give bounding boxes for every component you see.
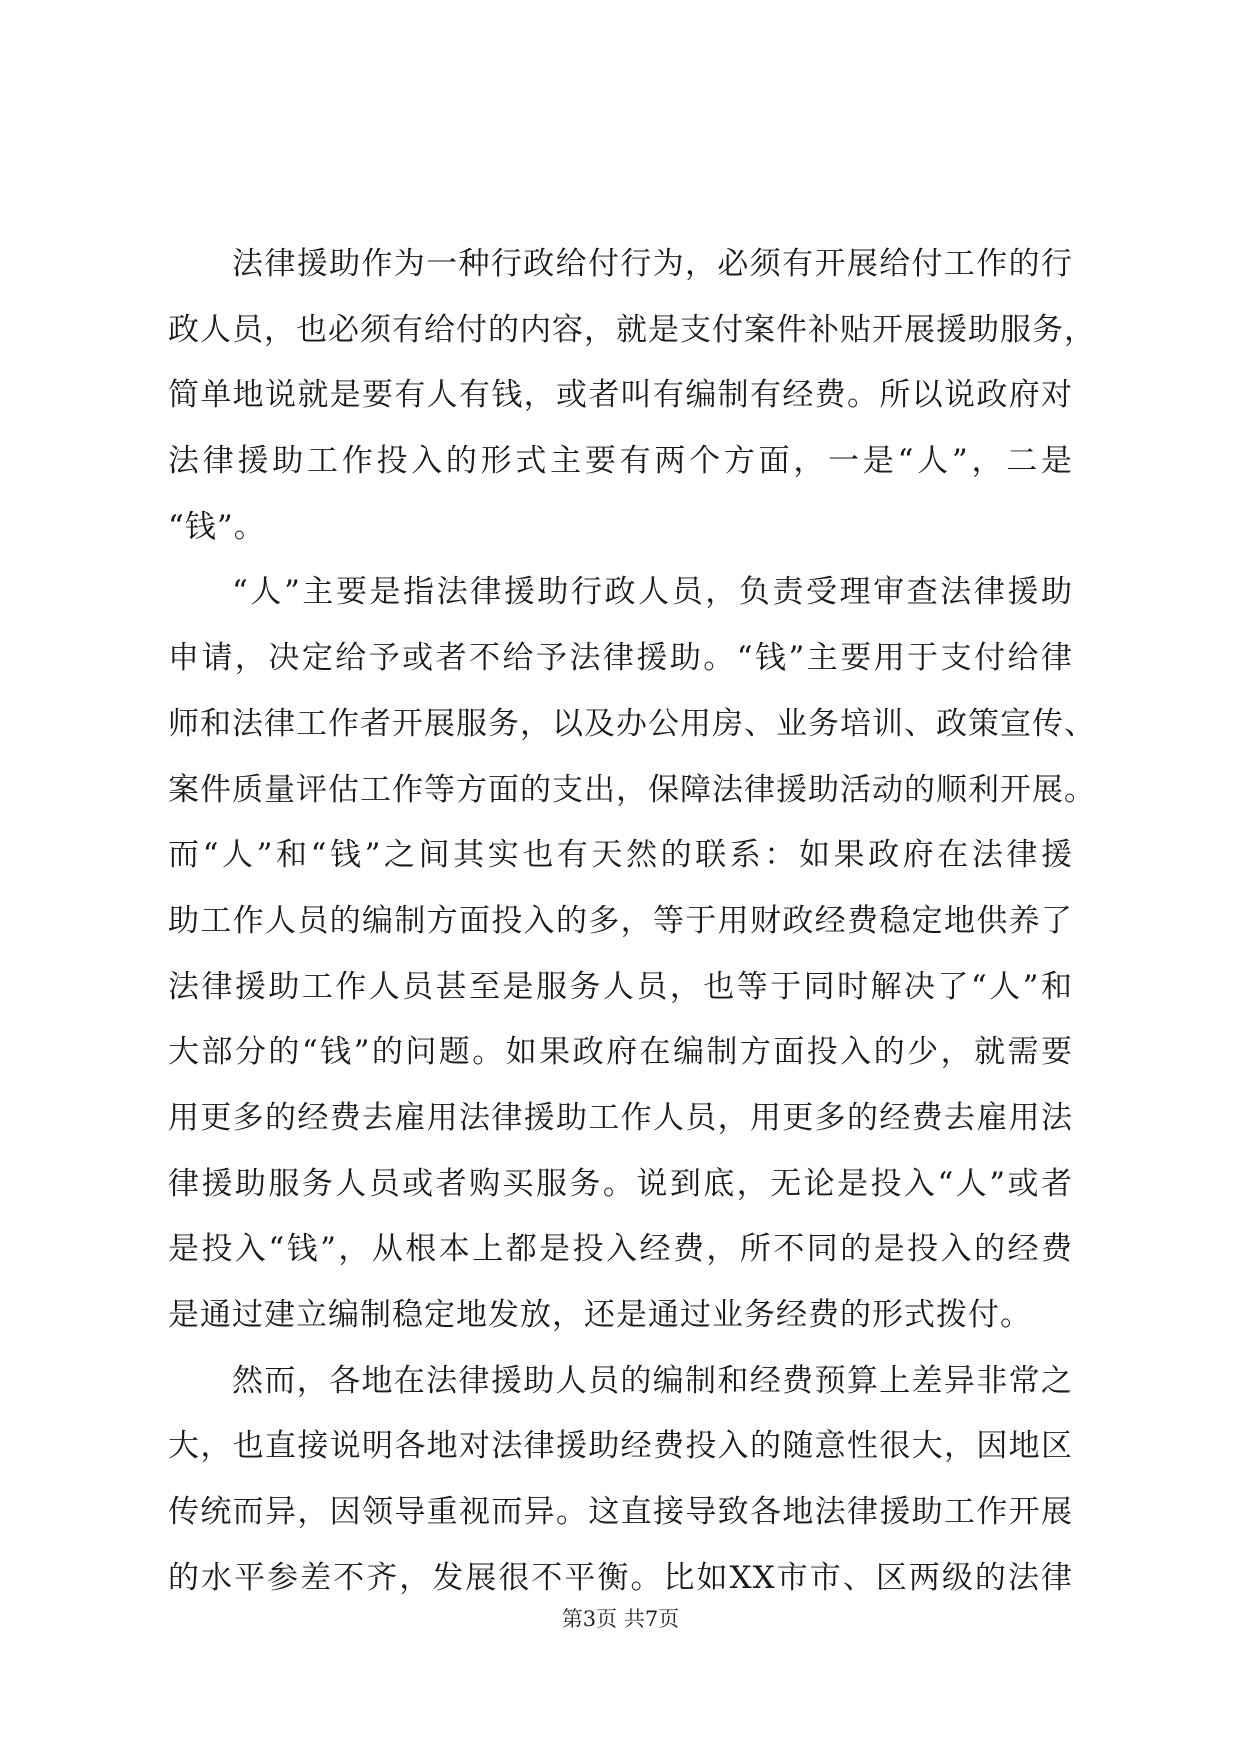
text-line: 律援助服务人员或者购买服务。说到底，无论是投入“人”或者 xyxy=(168,1165,1073,1202)
text-line: 案件质量评估工作等方面的支出，保障法律援助活动的顺利开展。 xyxy=(168,771,1096,808)
text-line: 简单地说就是要有人有钱，或者叫有编制有经费。所以说政府对 xyxy=(168,377,1073,414)
text-line: 传统而异，因领导重视而异。这直接导致各地法律援助工作开展 xyxy=(168,1494,1073,1531)
text-line: “人”主要是指法律援助行政人员，负责受理审查法律援助 xyxy=(232,574,1073,611)
text-line: 然而，各地在法律援助人员的编制和经费预算上差异非常之 xyxy=(232,1362,1073,1399)
text-line: 法律援助作为一种行政给付行为，必须有开展给付工作的行 xyxy=(232,246,1073,282)
body-text xyxy=(168,232,1096,1611)
text-line: 用更多的经费去雇用法律援助工作人员，用更多的经费去雇用法 xyxy=(168,1099,1073,1136)
text-line: 政人员，也必须有给付的内容，就是支付案件补贴开展援助服务， xyxy=(168,311,1096,348)
text-line: 申请，决定给予或者不给予法律援助。“钱”主要用于支付给律 xyxy=(168,640,1073,677)
text-line: 是投入“钱”，从根本上都是投入经费，所不同的是投入的经费 xyxy=(168,1231,1073,1268)
text-line: 大部分的“钱”的问题。如果政府在编制方面投入的少，就需要 xyxy=(168,1034,1073,1071)
text-line: 而“人”和“钱”之间其实也有天然的联系：如果政府在法律援 xyxy=(168,837,1073,874)
text-line: 大，也直接说明各地对法律援助经费投入的随意性很大，因地区 xyxy=(168,1428,1073,1465)
text-line: 助工作人员的编制方面投入的多，等于用财政经费稳定地供养了 xyxy=(168,902,1073,939)
text-line: 法律援助工作人员甚至是服务人员，也等于同时解决了“人”和 xyxy=(168,968,1073,1005)
text-line: 是通过建立编制稳定地发放，还是通过业务经费的形式拨付。 xyxy=(168,1297,1032,1333)
text-line: 法律援助工作投入的形式主要有两个方面，一是“人”，二是 xyxy=(168,443,1073,480)
text-line: 师和法律工作者开展服务，以及办公用房、业务培训、政策宣传、 xyxy=(168,705,1096,742)
text-line: 的水平参差不齐，发展很不平衡。比如XX市市、区两级的法律 xyxy=(168,1559,1073,1596)
text-line: “钱”。 xyxy=(168,508,266,545)
page-footer: 第3页 共7页 xyxy=(561,1607,680,1631)
